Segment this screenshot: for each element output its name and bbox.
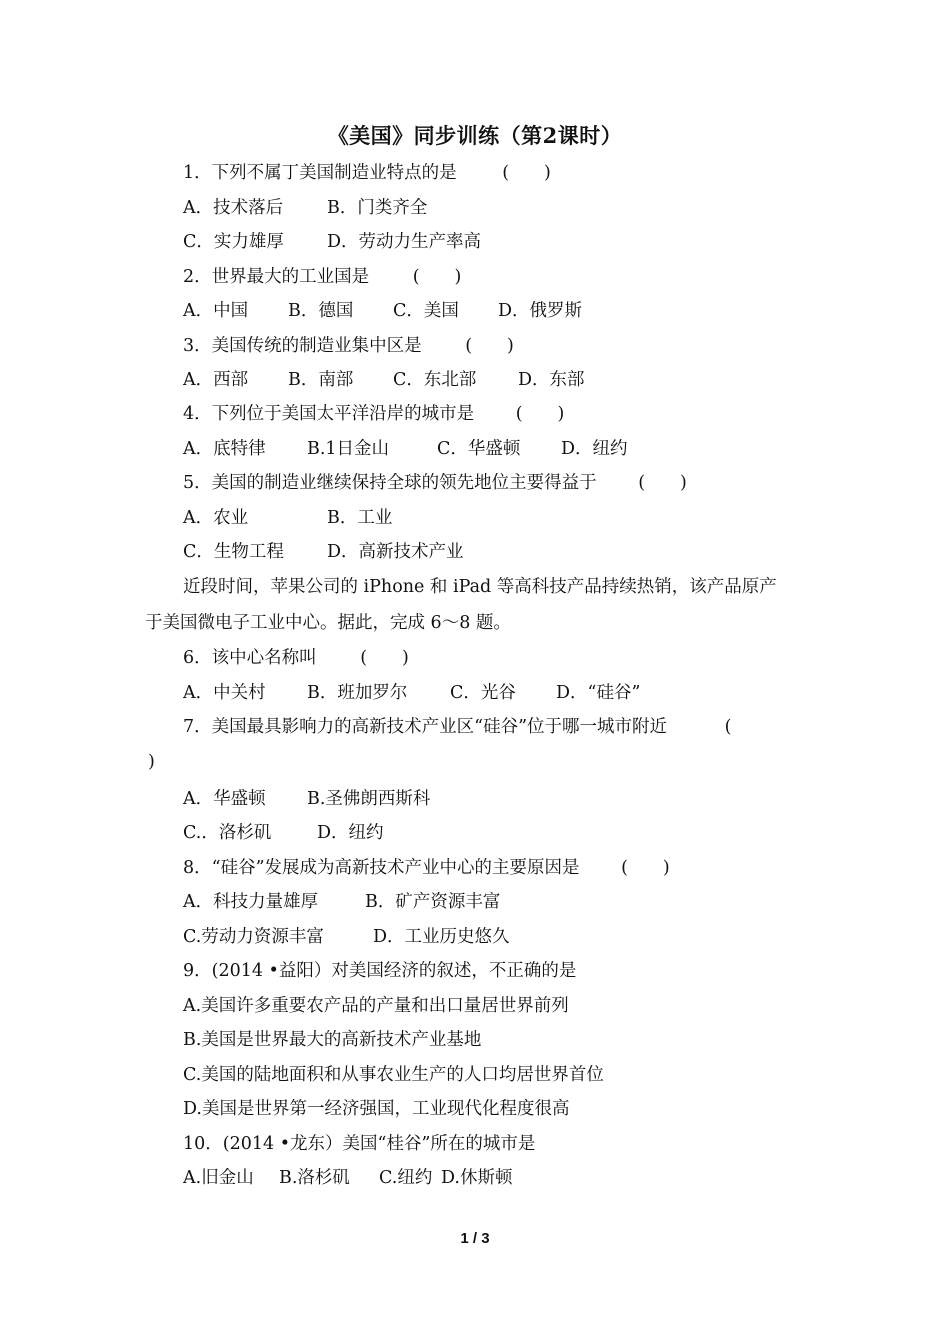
option-c: C．东北部 [393, 370, 477, 390]
q5-options-row-2 [183, 540, 464, 564]
question-stem: 3．美国传统的制造业集中区是 [183, 336, 422, 356]
question-9: 9．(2014 •益阳）对美国经济的叙述，不正确的是 [183, 961, 577, 981]
q9-option-c: C.美国的陆地面积和从事农业生产的人口均居世界首位 [183, 1065, 604, 1085]
question-10: 10．(2014 •龙东）美国“桂谷”所在的城市是 [183, 1134, 536, 1154]
answer-paren-close: ) [148, 752, 155, 772]
option-a: A．中关村 [183, 683, 266, 703]
q5-options-row-1 [183, 506, 392, 530]
option-b: B．德国 [288, 301, 354, 321]
option-c: C.劳动力资源丰富 [183, 927, 324, 947]
option-b: B．班加罗尔 [307, 683, 408, 703]
q7-options-row-1 [183, 787, 430, 811]
question-stem: 8．“硅谷”发展成为高新技术产业中心的主要原因是 [183, 858, 580, 878]
question-1 [183, 161, 551, 185]
option-d: D．俄罗斯 [498, 301, 583, 321]
option-d: D．东部 [518, 370, 585, 390]
option-d: D．纽约 [561, 439, 628, 459]
page-number: 1 / 3 [460, 1230, 490, 1247]
question-stem: 6．该中心名称叫 [183, 648, 317, 668]
question-2 [183, 265, 461, 289]
answer-paren: ( ) [502, 163, 551, 183]
question-stem: 1．下列不属丁美国制造业特点的是 [183, 163, 457, 183]
question-6 [183, 646, 409, 670]
option-b: B．工业 [327, 508, 393, 528]
option-d: D.休斯顿 [441, 1168, 513, 1188]
q9-option-b: B.美国是世界最大的高新技术产业基地 [183, 1030, 482, 1050]
q1-options-row-1 [183, 196, 427, 220]
option-c: C．光谷 [450, 683, 516, 703]
option-d: D．工业历史悠久 [373, 927, 510, 947]
passage-line-2: 于美国微电子工业中心。据此，完成 6～8 题。 [145, 613, 511, 633]
question-stem: 4．下列位于美国太平洋沿岸的城市是 [183, 404, 475, 424]
option-c: C．美国 [393, 301, 459, 321]
option-c: C．生物工程 [183, 542, 284, 562]
q4-options [183, 437, 628, 461]
q8-options-row-1 [183, 890, 500, 914]
question-stem: 2．世界最大的工业国是 [183, 267, 370, 287]
q8-options-row-2 [183, 925, 510, 949]
answer-paren: ( ) [621, 858, 670, 878]
q6-options [183, 681, 640, 705]
answer-paren-open: ( [724, 717, 732, 737]
option-c: C．实力雄厚 [183, 232, 284, 252]
question-stem: 5．美国的制造业继续保持全球的领先地位主要得益于 [183, 473, 597, 493]
option-b: B．矿产资源丰富 [365, 892, 501, 912]
option-b: B.洛杉矶 [279, 1168, 350, 1188]
answer-paren: ( ) [465, 336, 514, 356]
question-stem: 7．美国最具影响力的高新技术产业区“硅谷”位于哪一城市附近 [183, 717, 668, 737]
option-c: C．华盛顿 [437, 439, 521, 459]
option-b: B．门类齐全 [327, 198, 428, 218]
answer-paren: ( ) [360, 648, 409, 668]
option-b: B.1日金山 [307, 439, 390, 459]
page-title: 《美国》同步训练（第2课时） [327, 123, 623, 148]
option-d: D．劳动力生产率高 [327, 232, 482, 252]
option-d: D．高新技术产业 [327, 542, 464, 562]
question-8 [183, 856, 670, 880]
answer-paren: ( ) [515, 404, 565, 424]
option-d: D．“硅谷” [556, 683, 641, 703]
q3-options [183, 368, 585, 392]
q2-options [183, 299, 582, 323]
question-5 [183, 471, 687, 495]
option-a: A．华盛顿 [183, 789, 266, 809]
q9-option-a: A.美国许多重要农产品的产量和出口量居世界前列 [183, 996, 569, 1016]
option-a: A．中国 [183, 301, 249, 321]
option-a: A．底特律 [183, 439, 266, 459]
answer-paren: ( ) [638, 473, 687, 493]
option-b: B．南部 [288, 370, 354, 390]
option-b: B.圣佛朗西斯科 [307, 789, 431, 809]
option-a: A．科技力量雄厚 [183, 892, 319, 912]
option-c: C.．洛杉矶 [183, 823, 272, 843]
q7-options-row-2 [183, 821, 384, 845]
question-3 [183, 334, 514, 358]
q1-options-row-2 [183, 230, 481, 254]
option-a: A.旧金山 [183, 1168, 254, 1188]
answer-paren: ( ) [412, 267, 462, 287]
option-c: C.纽约 [379, 1168, 433, 1188]
option-a: A．农业 [183, 508, 249, 528]
question-7 [183, 715, 731, 739]
q10-options [183, 1166, 512, 1190]
question-4 [183, 402, 564, 426]
option-d: D．纽约 [317, 823, 384, 843]
passage-line-1: 近段时间，苹果公司的 iPhone 和 iPad 等高科技产品持续热销，该产品原产 [183, 577, 777, 597]
option-a: A．西部 [183, 370, 249, 390]
option-a: A．技术落后 [183, 198, 284, 218]
q9-option-d: D.美国是世界第一经济强国，工业现代化程度很高 [183, 1099, 570, 1119]
